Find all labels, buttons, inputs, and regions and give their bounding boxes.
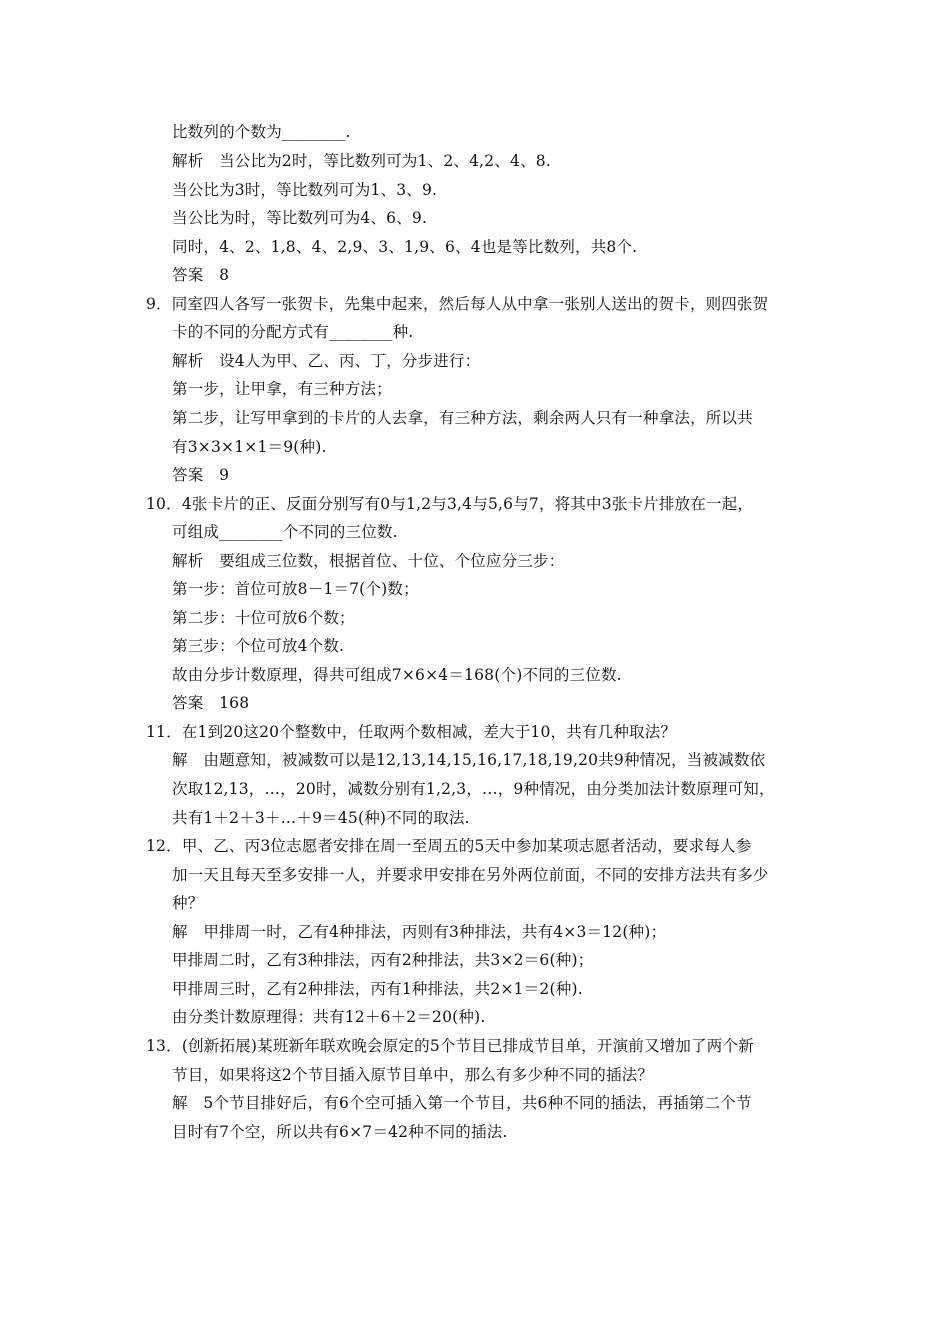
text-line: 由分类计数原理得：共有12＋6＋2＝20(种).: [172, 1008, 486, 1026]
text-line: 解析 当公比为2时，等比数列可为1、2、4,2、4、8.: [172, 152, 551, 170]
text-line: 第二步：十位可放6个数；: [172, 609, 355, 627]
text-line: 种？: [172, 894, 204, 912]
text-line: 解 由题意知，被减数可以是12,13,14,15,16,17,18,19,20共9种情况，当被减数依: [172, 751, 766, 769]
text-line: 第一步：首位可放8－1＝7(个)数；: [172, 580, 419, 598]
text-line: 甲排周三时，乙有2种排法，丙有1种排法，共2×1＝2(种).: [172, 980, 583, 998]
text-line: 第一步，让甲拿，有三种方法；: [172, 380, 392, 398]
text-line: 答案 8: [172, 266, 230, 284]
question-9: 9．同室四人各写一张贺卡，先集中起来，然后每人从中拿一张别人送出的贺卡，则四张贺: [146, 295, 769, 313]
text-line: 卡的不同的分配方式有________种.: [172, 323, 414, 341]
text-line: 同时，4、2、1,8、4、2,9、3、1,9、6、4也是等比数列，共8个.: [172, 238, 638, 256]
text-line: 比数列的个数为________.: [172, 123, 351, 141]
text-line: 共有1＋2＋3＋…＋9＝45(种)不同的取法.: [172, 809, 470, 827]
text-line: 当公比为3时，等比数列可为1、3、9.: [172, 181, 438, 199]
text-line: 加一天且每天至多安排一人，并要求甲安排在另外两位前面，不同的安排方法共有多少: [172, 866, 769, 884]
text-line: 答案 168: [172, 694, 250, 712]
text-line: 第二步，让写甲拿到的卡片的人去拿，有三种方法，剩余两人只有一种拿法，所以共: [172, 409, 753, 427]
text-line: 故由分步计数原理，得共可组成7×6×4＝168(个)不同的三位数.: [172, 666, 622, 684]
text-line: 次取12,13，…，20时，减数分别有1,2,3，…，9种情况，由分类加法计数原理可知，: [172, 780, 775, 798]
text-line: 解 5个节目排好后，有6个空可插入第一个节目，共6种不同的插法，再插第二个节: [172, 1094, 752, 1112]
text-line: 解析 要组成三位数，根据首位、十位、个位应分三步：: [172, 552, 565, 570]
text-line: 可组成________个不同的三位数.: [172, 523, 398, 541]
text-line: 第三步：个位可放4个数.: [172, 637, 345, 655]
text-line: 目时有7个空，所以共有6×7＝42种不同的插法.: [172, 1123, 508, 1141]
text-line: 答案 9: [172, 466, 230, 484]
text-line: 有3×3×1×1＝9(种).: [172, 438, 327, 456]
question-12: 12．甲、乙、丙3位志愿者安排在周一至周五的5天中参加某项志愿者活动，要求每人参: [146, 837, 752, 855]
text-line: 解析 设4人为甲、乙、丙、丁，分步进行：: [172, 352, 481, 370]
question-13: 13．(创新拓展)某班新年联欢晚会原定的5个节目已排成节目单，开演前又增加了两个新: [146, 1037, 754, 1055]
text-line: 节目，如果将这2个节目插入原节目单中，那么有多少种不同的插法？: [172, 1066, 654, 1084]
text-line: 解 甲排周一时，乙有4种排法，丙则有3种排法，共有4×3＝12(种)；: [172, 923, 667, 941]
text-line: 当公比为时，等比数列可为4、6、9.: [172, 209, 428, 227]
question-11: 11．在1到20这20个整数中，任取两个数相减，差大于10，共有几种取法？: [146, 723, 677, 741]
text-line: 甲排周二时，乙有3种排法，丙有2种排法，共3×2＝6(种)；: [172, 951, 594, 969]
question-10: 10．4张卡片的正、反面分别写有0与1,2与3,4与5,6与7，将其中3张卡片排放在一起，: [146, 495, 754, 513]
